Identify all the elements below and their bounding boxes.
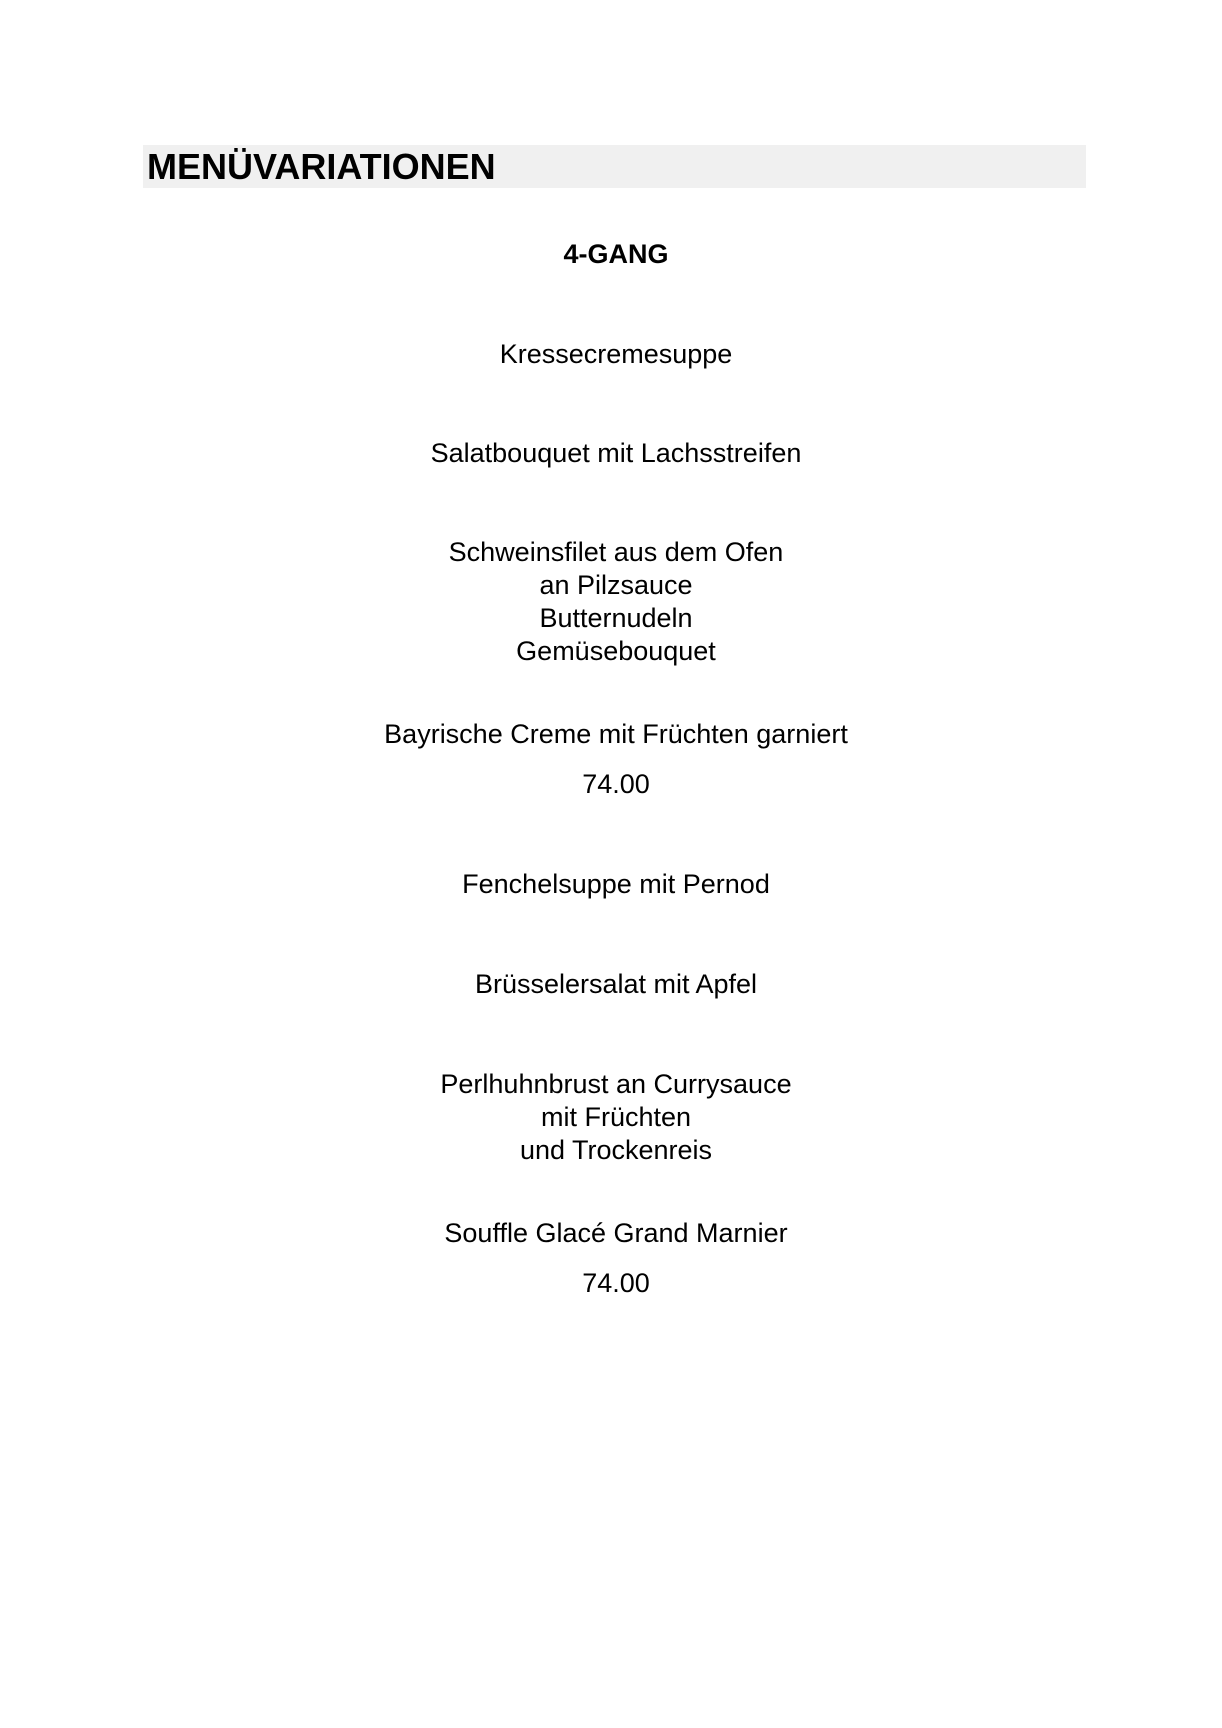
page-title-bar xyxy=(143,145,1086,188)
menu-1-salad: Salatbouquet mit Lachsstreifen xyxy=(430,438,802,468)
menu-1-main-line-1: Schweinsfilet aus dem Ofen xyxy=(448,537,784,567)
section-title: 4-GANG xyxy=(563,239,669,269)
menu-2-main-line-3: und Trockenreis xyxy=(519,1135,713,1165)
menu-2-price: 74.00 xyxy=(582,1268,650,1298)
page-title: MENÜVARIATIONEN xyxy=(147,146,496,187)
menu-2-dessert: Souffle Glacé Grand Marnier xyxy=(444,1218,788,1248)
menu-1-main-line-3: Butternudeln xyxy=(539,603,693,633)
menu-2-main-line-2: mit Früchten xyxy=(540,1102,692,1132)
menu-2-salad: Brüsselersalat mit Apfel xyxy=(474,969,758,999)
menu-1-dessert: Bayrische Creme mit Früchten garniert xyxy=(384,719,848,749)
menu-2-main-line-1: Perlhuhnbrust an Currysauce xyxy=(440,1069,792,1099)
menu-1-main-line-2: an Pilzsauce xyxy=(539,570,693,600)
menu-2-starter: Fenchelsuppe mit Pernod xyxy=(462,869,770,899)
menu-1-main-line-4: Gemüsebouquet xyxy=(516,636,716,666)
menu-1-price: 74.00 xyxy=(582,769,650,799)
menu-1-starter: Kressecremesuppe xyxy=(499,339,733,369)
